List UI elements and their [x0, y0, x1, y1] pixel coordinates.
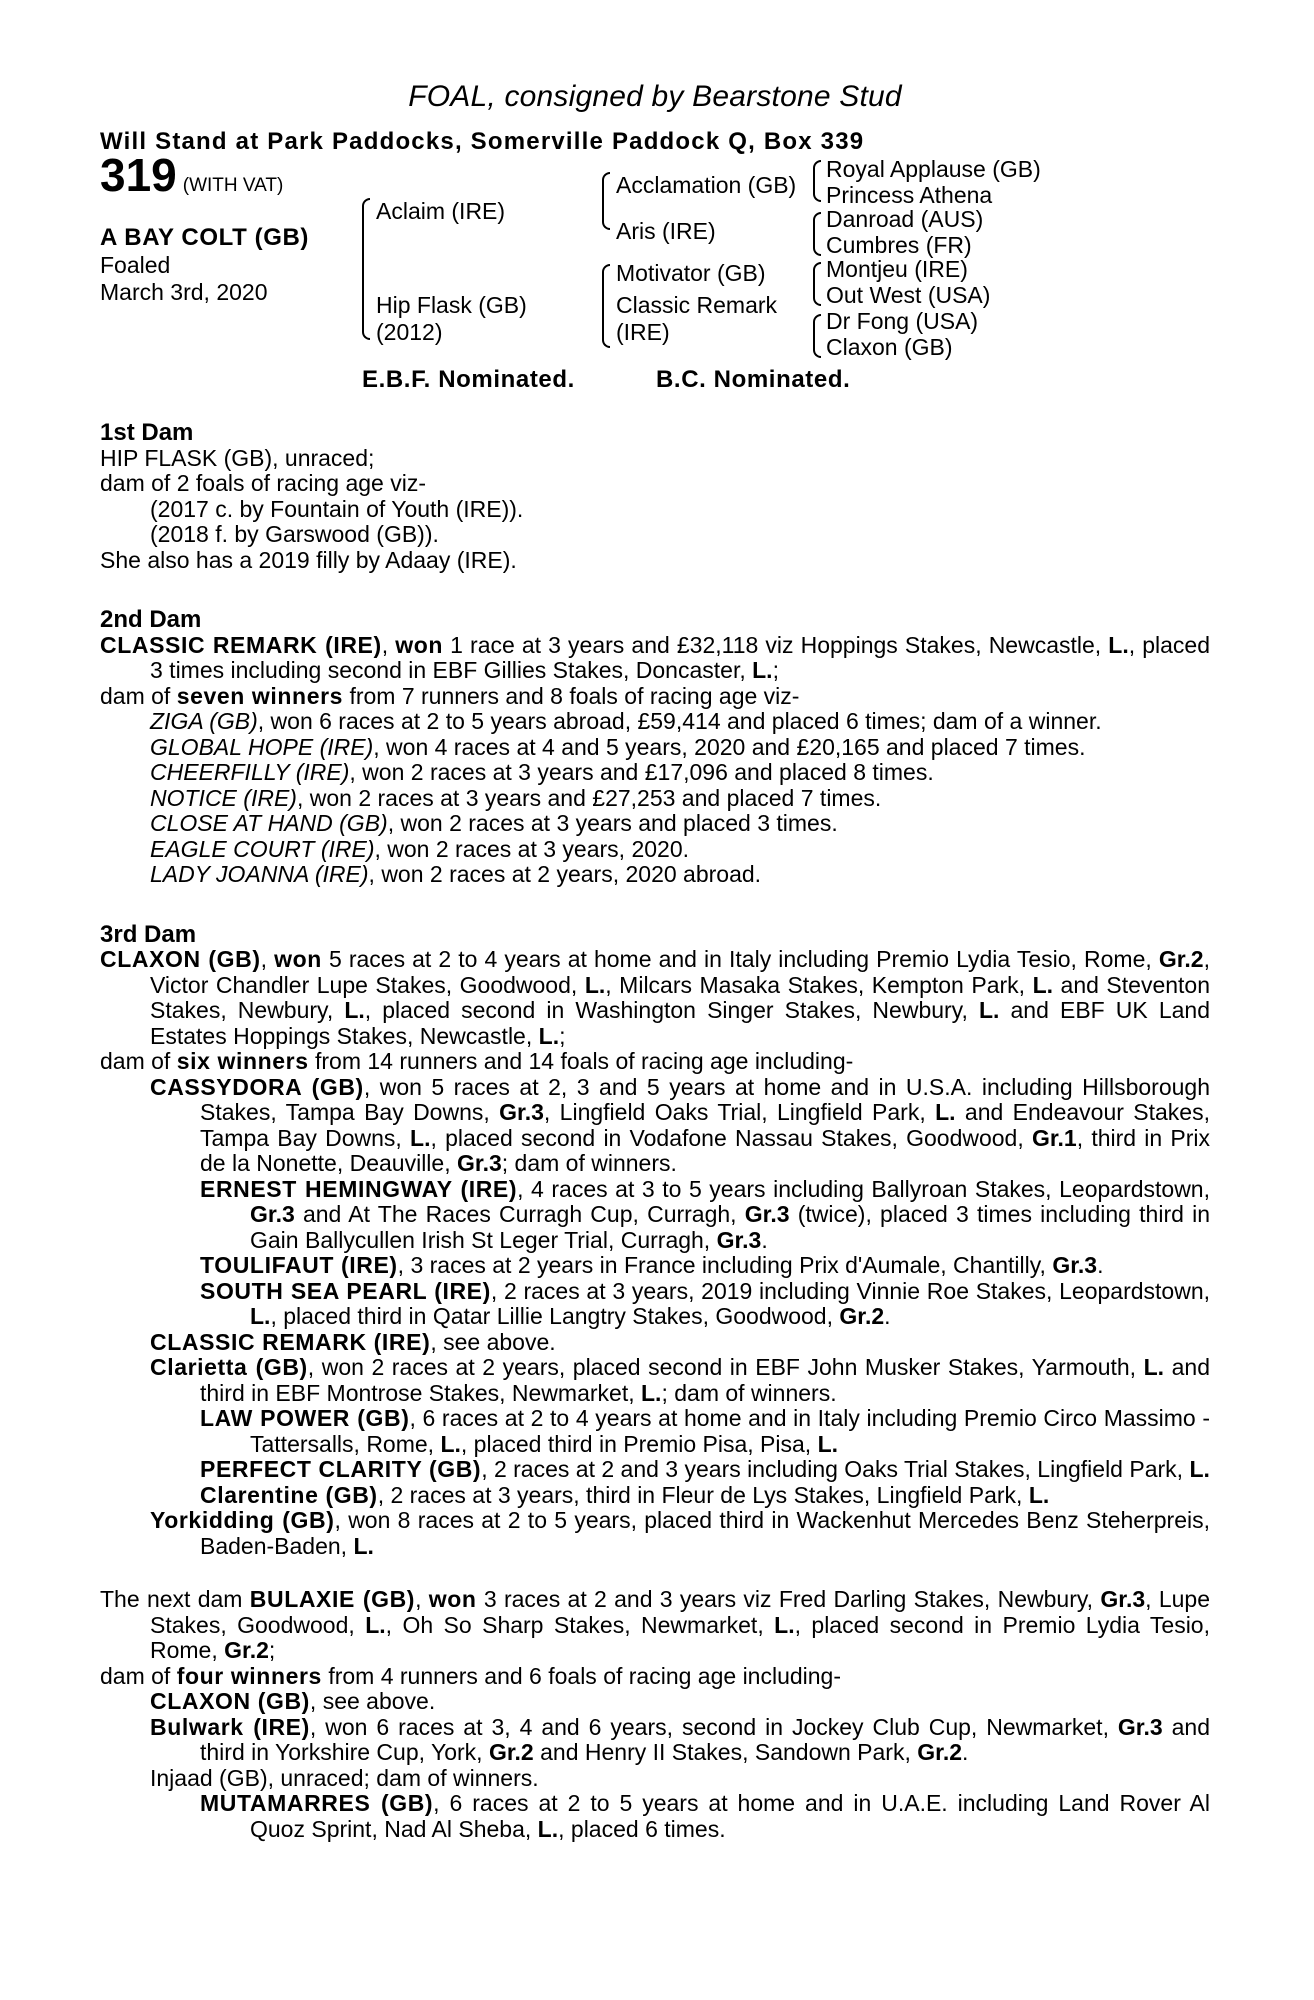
- progeny-text: , third in Prix de la Nonette, Deauville,: [200, 1124, 1211, 1176]
- dam: Hip Flask (GB): [376, 292, 527, 318]
- listed-mark: L.: [1189, 1456, 1210, 1482]
- record-text: , placed second in Premio Lydia Tesio, Rome,: [150, 1611, 1210, 1663]
- first-dam-line: dam of 2 foals of racing age viz-: [100, 470, 426, 496]
- listed-mark: L.: [1143, 1354, 1165, 1380]
- listed-mark: L.: [978, 997, 1000, 1023]
- progeny-text: , 2 races at 2 and 3 years including Oaks Trial Stakes, Lingfield Park,: [481, 1456, 1184, 1482]
- progeny-name: ERNEST HEMINGWAY (IRE): [200, 1175, 518, 1202]
- catalogue-body: [100, 420, 1210, 1842]
- progeny-text: , placed second in Vodafone Nassau Stakes, Goodwood,: [430, 1124, 1024, 1151]
- group-mark: Gr.3: [744, 1201, 790, 1227]
- page-title: FOAL, consigned by Bearstone Stud: [408, 80, 902, 113]
- progeny-name: SOUTH SEA PEARL (IRE): [200, 1277, 491, 1304]
- progeny-entry: [100, 786, 1210, 812]
- sire: Aclaim (IRE): [376, 198, 506, 224]
- progeny-text: , placed third in Qatar Lillie Langtry Stakes, Goodwood,: [270, 1303, 833, 1329]
- bracket-gen3-4: [813, 314, 821, 358]
- progeny-entry: [100, 1689, 1210, 1715]
- progeny-text: , won 5 races at 2, 3 and 5 years at home and in U.S.A. including Hillsborough Stakes, Tampa Bay Downs,: [200, 1073, 1210, 1125]
- progeny-text: .: [761, 1226, 768, 1253]
- listed-mark: L.: [344, 997, 365, 1023]
- dam-of-suffix: from 14 runners and 14 foals of racing age including-: [315, 1048, 854, 1074]
- record-text: , placed 3 times including second in EBF Gillies Stakes, Doncaster,: [150, 631, 1211, 683]
- second-dam-record: CLASSIC REMARK (IRE), won 1 race at 3 years and £32,118 viz Hoppings Stakes, Newcastle, L., placed 3 times including second in EBF Gillies Stakes, Doncaster, L.;: [100, 631, 1211, 683]
- progeny-entry: [100, 1253, 1210, 1279]
- progeny-text: (twice), placed 3 times including third in Gain Ballycullen Irish St Leger Trial, Curragh,: [250, 1201, 1211, 1253]
- progeny-text: .: [1097, 1252, 1104, 1278]
- progeny-entry: [100, 1406, 1210, 1457]
- dam-year: (2012): [376, 319, 443, 345]
- dds: Dr Fong (USA): [826, 308, 979, 334]
- lot-number: 319: [100, 149, 177, 201]
- progeny-text: and third in EBF Montrose Stakes, Newmarket,: [200, 1354, 1210, 1406]
- dam-of-suffix: from 4 runners and 6 foals of racing age including-: [328, 1662, 842, 1689]
- group-mark: Gr.2: [488, 1739, 534, 1765]
- bracket-gen2-sire: [602, 172, 610, 230]
- foaled-date: March 3rd, 2020: [100, 279, 268, 305]
- listed-mark: L.: [537, 1815, 559, 1842]
- progeny-entry: [100, 1791, 1210, 1842]
- progeny-text: , won 6 races at 2 to 5 years abroad, £59,414 and placed 6 times; dam of a winner.: [257, 708, 1102, 734]
- progeny-text: , 6 races at 2 to 4 years at home and in Italy including Premio Circo Massimo - Tattersalls, Rome,: [250, 1405, 1210, 1457]
- progeny-name: EAGLE COURT (IRE): [150, 835, 375, 862]
- progeny-name: GLOBAL HOPE (IRE): [150, 733, 374, 760]
- second-dam-heading: 2nd Dam: [100, 606, 202, 633]
- progeny-text: ; dam of winners.: [661, 1379, 837, 1406]
- progeny-text: and Endeavour Stakes, Tampa Bay Downs,: [200, 1099, 1210, 1151]
- progeny-text: , won 2 races at 3 years and £17,096 and placed 8 times.: [349, 759, 934, 785]
- dam-of-suffix: from 7 runners and 8 foals of racing age viz-: [349, 682, 800, 709]
- progeny-text: .: [962, 1739, 969, 1765]
- first-dam-heading: 1st Dam: [100, 419, 194, 446]
- progeny-text: , 2 races at 3 years, third in Fleur de Lys Stakes, Lingfield Park,: [377, 1481, 1023, 1508]
- listed-mark: L.: [935, 1099, 956, 1125]
- listed-mark: L.: [365, 1611, 386, 1638]
- progeny-text: , 2 races at 3 years, 2019 including Vinnie Roe Stakes, Leopardstown,: [490, 1277, 1210, 1304]
- record-text: , placed second in Washington Singer Stakes, Newbury,: [364, 997, 968, 1023]
- sss: Royal Applause (GB): [826, 156, 1041, 182]
- progeny-entry: [100, 1355, 1210, 1406]
- progeny-entry: [100, 1279, 1210, 1330]
- progeny-entry: Injaad (GB), unraced; dam of winners.: [150, 1764, 539, 1791]
- bc-nominated: B.C. Nominated.: [656, 366, 851, 393]
- progeny-text: , 4 races at 3 to 5 years including Ballyroan Stakes, Leopardstown,: [517, 1175, 1210, 1202]
- record-text: ;: [772, 657, 779, 683]
- progeny-name: Yorkidding (GB): [150, 1507, 335, 1533]
- sdd: Cumbres (FR): [826, 232, 972, 258]
- stand-location: Will Stand at Park Paddocks, Somerville Paddock Q, Box 339: [100, 128, 865, 155]
- dam-of-line: [100, 684, 1210, 710]
- first-dam-foal: (2017 c. by Fountain of Youth (IRE)).: [150, 495, 524, 522]
- horse-name: CLASSIC REMARK (IRE): [100, 631, 382, 658]
- progeny-name: PERFECT CLARITY (GB): [200, 1456, 482, 1482]
- record-text: ;: [268, 1637, 276, 1663]
- dam-dam: Classic Remark: [616, 292, 778, 318]
- progeny-text: , 6 races at 2 to 5 years at home and in U.A.E. including Land Rover Al Quoz Sprint, Nad Al Sheba,: [250, 1790, 1210, 1842]
- catalogue-page: [100, 80, 1210, 1842]
- progeny-text: .: [884, 1303, 891, 1329]
- progeny-text: , won 8 races at 2 to 5 years, placed third in Wackenhut Mercedes Benz Steherpreis, Baden-Baden,: [200, 1507, 1210, 1559]
- progeny-name: CASSYDORA (GB): [150, 1073, 364, 1100]
- lot-description: A BAY COLT (GB): [100, 224, 310, 251]
- winners-count: seven winners: [176, 682, 344, 709]
- progeny-name: TOULIFAUT (IRE): [200, 1252, 398, 1278]
- progeny-entry: [100, 735, 1210, 761]
- progeny-entry: [100, 1075, 1210, 1177]
- ebf-nominated: E.B.F. Nominated.: [362, 366, 575, 393]
- bracket-gen3-2: [813, 212, 821, 256]
- progeny-text: ; dam of winners.: [501, 1150, 677, 1176]
- listed-mark: L.: [752, 657, 773, 683]
- dam-dam-country: (IRE): [616, 319, 670, 345]
- listed-mark: L.: [774, 1611, 795, 1638]
- progeny-entry: [100, 1508, 1210, 1559]
- progeny-entry: [100, 811, 1210, 837]
- listed-mark: L.: [1032, 971, 1054, 998]
- listed-mark: L.: [440, 1430, 461, 1457]
- winners-count: six winners: [176, 1048, 309, 1074]
- progeny-name: Bulwark (IRE): [150, 1713, 310, 1740]
- progeny-name: ZIGA (GB): [150, 708, 258, 734]
- progeny-text: , see above.: [430, 1328, 556, 1355]
- sds: Danroad (AUS): [826, 206, 984, 232]
- sire-dam: Aris (IRE): [616, 218, 716, 244]
- progeny-name: CLASSIC REMARK (IRE): [150, 1328, 431, 1355]
- progeny-text: and At The Races Curragh Cup, Curragh,: [302, 1201, 737, 1227]
- won-label: won: [428, 1586, 477, 1612]
- record-text: and Steventon Stakes, Newbury,: [150, 971, 1210, 1023]
- listed-mark: L.: [584, 971, 606, 998]
- record-text: ;: [559, 1022, 566, 1049]
- listed-mark: L.: [1108, 631, 1129, 658]
- dam-sire: Motivator (GB): [616, 260, 766, 286]
- record-text: 1 race at 3 years and £32,118 viz Hoppings Stakes, Newcastle,: [450, 631, 1102, 658]
- progeny-text: , 3 races at 2 years in France including Prix d'Aumale, Chantilly,: [397, 1252, 1046, 1278]
- bracket-gen1: [362, 198, 370, 340]
- progeny-entry: [100, 1715, 1210, 1766]
- record-text: and EBF UK Land Estates Hoppings Stakes, Newcastle,: [150, 997, 1211, 1049]
- bracket-gen3-3: [813, 262, 821, 306]
- progeny-text: and third in Yorkshire Cup, York,: [200, 1713, 1210, 1765]
- bracket-gen3-1: [813, 160, 821, 202]
- progeny-entry: [100, 837, 1210, 863]
- progeny-entry: [100, 1457, 1210, 1483]
- progeny-entry: [100, 760, 1210, 786]
- progeny-name: LADY JOANNA (IRE): [150, 861, 369, 887]
- third-dam-record: CLAXON (GB), won 5 races at 2 to 4 years at home and in Italy including Premio Lydia Tesio, Rome, Gr.2, Victor Chandler Lupe Stakes, Goodwood, L., Milcars Masaka Stakes, Kempton Park, L. and Steventon Stakes, Newbury, L., placed second in Washington Singer Stakes, Newbury, L. and EBF UK Land Estates Hoppings Stakes, Newcastle, L.;: [100, 946, 1211, 1049]
- progeny-name: Clarentine (GB): [200, 1481, 378, 1508]
- record-text: , Oh So Sharp Stakes, Newmarket,: [385, 1611, 764, 1638]
- dss: Montjeu (IRE): [826, 256, 968, 282]
- dam-of-prefix: dam of: [100, 682, 171, 709]
- third-dam-heading: 3rd Dam: [100, 920, 197, 948]
- horse-name: BULAXIE (GB): [249, 1586, 416, 1612]
- lot-number-line: [100, 149, 284, 201]
- progeny-text: , won 2 races at 2 years, 2020 abroad.: [368, 861, 762, 887]
- progeny-text: and Henry II Stakes, Sandown Park,: [540, 1739, 911, 1765]
- progeny-text: , won 4 races at 4 and 5 years, 2020 and £20,165 and placed 7 times.: [373, 733, 1086, 760]
- group-mark: Gr.2: [839, 1303, 885, 1329]
- listed-mark: L.: [353, 1532, 374, 1559]
- vat-label: (WITH VAT): [182, 175, 284, 196]
- next-dam-prefix: The next dam: [100, 1586, 243, 1612]
- dam-of-prefix: dam of: [100, 1048, 171, 1074]
- progeny-entry: [100, 1177, 1210, 1254]
- group-mark: Gr.2: [1158, 946, 1204, 972]
- listed-mark: L.: [538, 1022, 560, 1049]
- next-dam-record: The next dam BULAXIE (GB), won 3 races at 2 and 3 years viz Fred Darling Stakes, Newbury, Gr.3, Lupe Stakes, Goodwood, L., Oh So Sharp Stakes, Newmarket, L., placed second in Premio Lydia Tesio, Rome, Gr.2;: [100, 1586, 1211, 1663]
- listed-mark: L.: [250, 1303, 271, 1329]
- progeny-text: , placed 6 times.: [558, 1815, 726, 1842]
- record-text: , Milcars Masaka Stakes, Kempton Park,: [605, 971, 1026, 998]
- pedigree-header: [100, 149, 1210, 412]
- progeny-text: , won 2 races at 3 years, 2020.: [374, 835, 690, 862]
- group-mark: Gr.3: [250, 1201, 295, 1227]
- group-mark: Gr.3: [1052, 1252, 1098, 1278]
- progeny-name: CLAXON (GB): [150, 1688, 310, 1714]
- won-label: won: [274, 946, 322, 972]
- group-mark: Gr.1: [1031, 1124, 1077, 1151]
- ssd: Princess Athena: [826, 182, 993, 208]
- foaled-label: Foaled: [100, 252, 171, 278]
- progeny-text: , won 2 races at 2 years, placed second in EBF John Musker Stakes, Yarmouth,: [307, 1354, 1137, 1380]
- winners-count: four winners: [176, 1662, 322, 1689]
- progeny-text: , see above.: [309, 1688, 436, 1714]
- progeny-name: MUTAMARRES (GB): [200, 1790, 434, 1816]
- group-mark: Gr.3: [1117, 1713, 1163, 1740]
- progeny-text: , won 6 races at 3, 4 and 6 years, second in Jockey Club Cup, Newmarket,: [309, 1713, 1109, 1740]
- dam-of-line: [100, 1049, 1210, 1075]
- dam-of-prefix: dam of: [100, 1662, 171, 1689]
- first-dam-line: HIP FLASK (GB), unraced;: [100, 444, 375, 471]
- ddd: Claxon (GB): [826, 334, 953, 360]
- dsd: Out West (USA): [826, 282, 991, 308]
- dam-of-line: [100, 1664, 1210, 1690]
- horse-name: CLAXON (GB): [100, 946, 261, 972]
- group-mark: Gr.3: [499, 1099, 544, 1125]
- record-text: , Victor Chandler Lupe Stakes, Goodwood,: [150, 946, 1210, 998]
- progeny-entry: [100, 1483, 1210, 1509]
- listed-mark: L.: [1028, 1481, 1050, 1508]
- progeny-name: NOTICE (IRE): [150, 784, 297, 811]
- group-mark: Gr.3: [716, 1226, 762, 1253]
- progeny-name: LAW POWER (GB): [200, 1405, 410, 1431]
- progeny-entry: [100, 709, 1210, 735]
- won-label: won: [395, 631, 444, 658]
- progeny-name: CLOSE AT HAND (GB): [150, 810, 388, 836]
- record-text: 5 races at 2 to 4 years at home and in Italy including Premio Lydia Tesio, Rome,: [328, 946, 1152, 972]
- first-dam-foal: (2018 f. by Garswood (GB)).: [150, 521, 439, 547]
- group-mark: Gr.2: [917, 1739, 963, 1765]
- bracket-gen2-dam: [602, 264, 610, 348]
- group-mark: Gr.2: [224, 1637, 269, 1663]
- group-mark: Gr.3: [457, 1150, 502, 1176]
- progeny-name: Clarietta (GB): [150, 1354, 308, 1380]
- listed-mark: L.: [817, 1430, 839, 1457]
- progeny-text: , placed third in Premio Pisa, Pisa,: [460, 1430, 812, 1457]
- progeny-name: CHEERFILLY (IRE): [150, 759, 350, 785]
- record-text: 3 races at 2 and 3 years viz Fred Darling Stakes, Newbury,: [483, 1586, 1094, 1612]
- listed-mark: L.: [410, 1124, 431, 1151]
- progeny-text: , won 2 races at 3 years and placed 3 times.: [387, 810, 838, 836]
- progeny-text: , Lingfield Oaks Trial, Lingfield Park,: [543, 1099, 926, 1125]
- record-text: , Lupe Stakes, Goodwood,: [150, 1586, 1211, 1638]
- progeny-entry: [100, 862, 1210, 888]
- progeny-entry: [100, 1330, 1210, 1356]
- listed-mark: L.: [641, 1379, 662, 1406]
- first-dam-line: She also has a 2019 filly by Adaay (IRE).: [100, 546, 517, 573]
- progeny-text: , won 2 races at 3 years and £27,253 and placed 7 times.: [296, 784, 882, 811]
- group-mark: Gr.3: [1100, 1586, 1146, 1612]
- sire-sire: Acclamation (GB): [616, 172, 797, 198]
